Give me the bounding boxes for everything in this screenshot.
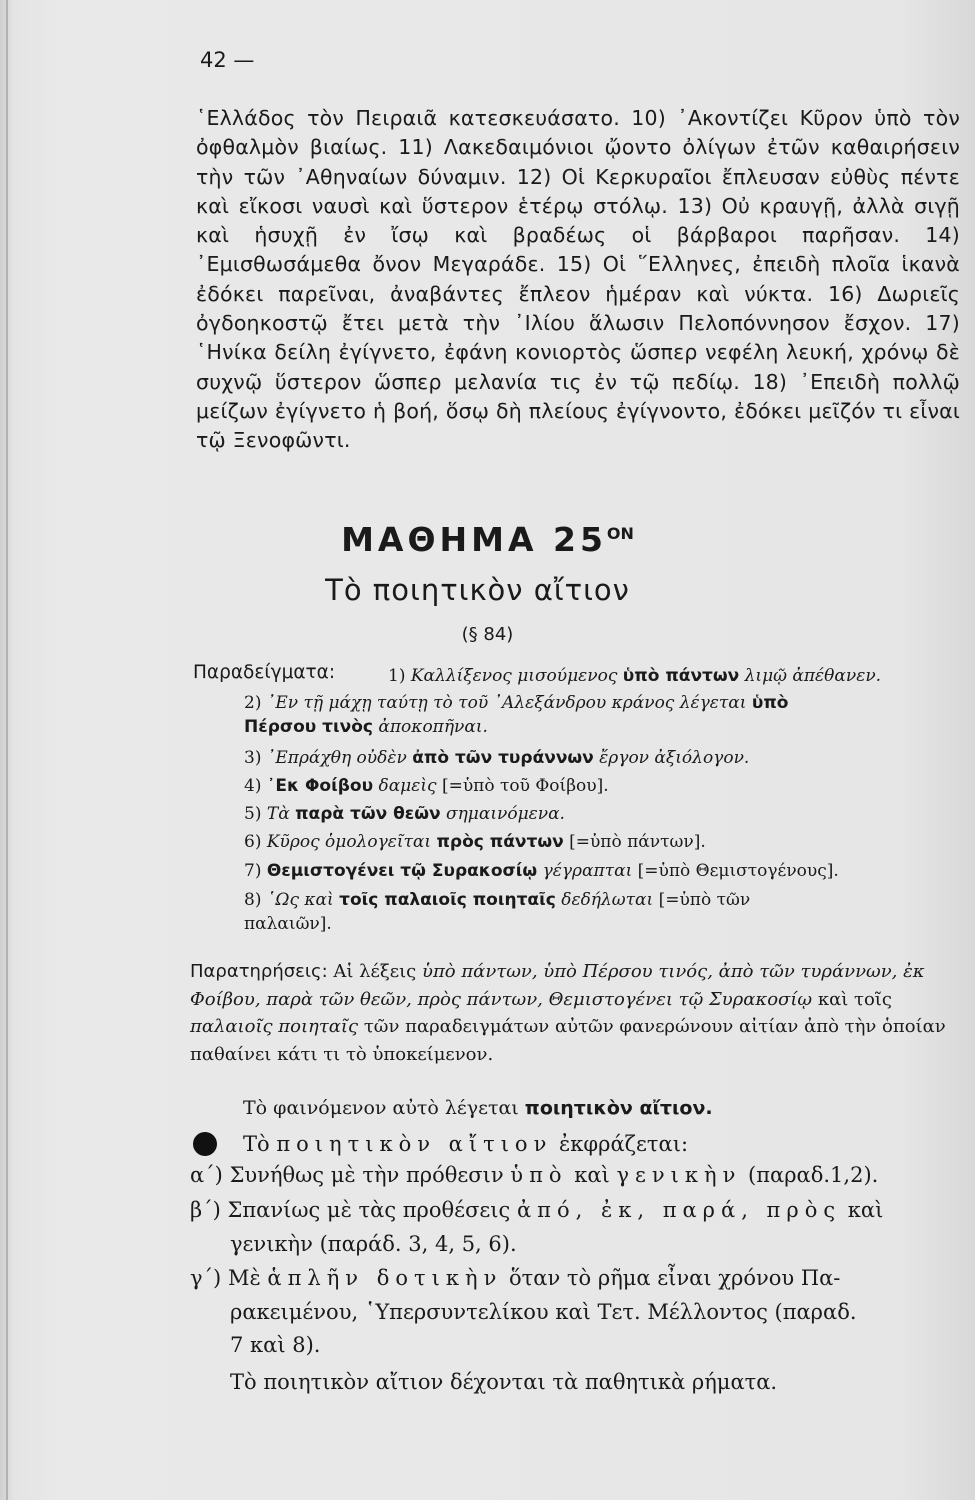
observations-paragraph: Παρατηρήσεις: Αἱ λέξεις ὑπὸ πάντων, ὑπὸ Πέρσου τινός, ἀπὸ τῶν τυράννων, ἐκ Φοίβου, παρὰ τῶν θεῶν, πρὸς πάντων, Θεμιστογένει τῷ Συρακοσίῳ καὶ τοῖς παλαιοῖς ποιηταῖς τῶν παραδειγμάτων αὐτῶν φανερώνουν αἰτίαν ἀπὸ τὴν ὁποίαν παθαίνει κάτι τι τὸ ὑποκείμενον. (190, 961, 946, 1065)
rule-c: γ΄) Μὲ ἁπλῆν δοτικὴν ὅταν τὸ ρῆμα εἶναι χρόνου Πα- (190, 1266, 841, 1290)
lesson-subtitle: Τὸ ποιητικὸν αἴτιον (325, 573, 630, 607)
example-5: 5) Τὰ παρὰ τῶν θεῶν σημαινόμενα. (244, 804, 565, 824)
rule-c-line3: 7 καὶ 8). (230, 1333, 321, 1357)
rule-a: α΄) Συνήθως μὲ τὴν πρόθεσιν ὑπὸ καὶ γενικὴν (παραδ.1,2). (190, 1163, 879, 1187)
rule-c-line2: ρακειμένου, ῾Υπερσυντελίκου καὶ Τετ. Μέλλοντος (παραδ. (230, 1300, 857, 1324)
example-4: 4) ᾿Εκ Φοίβου δαμεὶς [=ὑπὸ τοῦ Φοίβου]. (244, 776, 609, 796)
example-3: 3) ᾿Επράχθη οὐδὲν ἀπὸ τῶν τυράννων ἔργον ἀξιόλογον. (244, 748, 750, 768)
lesson-title-text: ΜΑΘΗΜΑ 25 (341, 520, 607, 559)
observations-label: Παρατηρήσεις: (190, 961, 328, 982)
example-2: 2) ᾿Εν τῇ μάχῃ ταύτῃ τὸ τοῦ ᾿Αλεξάνδρου κράνος λέγεται ὑπὸ Πέρσου τινὸς ἀποκοπῆναι. (244, 693, 789, 737)
example-7: 7) Θεμιστογένει τῷ Συρακοσίῳ γέγραπται [=ὑπὸ Θεμιστογένους]. (244, 861, 839, 881)
example-1: 1) Καλλίξενος μισούμενος ὑπὸ πάντων λιμῷ ἀπέθανεν. (388, 666, 882, 686)
page-edge (6, 0, 8, 1500)
phenomenon-line: Τὸ φαινόμενον αὐτὸ λέγεται ποιητικὸν αἴτιον. (243, 1097, 713, 1119)
expressed-line: Τὸ ποιητικὸν αἴτιον ἐκφράζεται: (243, 1132, 689, 1156)
rule-b: β΄) Σπανίως μὲ τὰς προθέσεις ἀπό, ἐκ, παρά, πρὸς καὶ (190, 1198, 884, 1222)
page-number: 42 — (200, 48, 255, 72)
intro-paragraph: ῾Ελλάδος τὸν Πειραιᾶ κατεσκευάσατο. 10) ᾿Ακοντίζει Κῦρον ὑπὸ τὸν ὀφθαλμὸν βιαίως. 11) Λακεδαιμόνιοι ᾤοντο ὀλίγων ἐτῶν καθαιρήσειν τὴν τῶν ᾿Αθηναίων δύναμιν. 12) Οἱ Κερκυραῖοι ἔπλευσαν εὐθὺς πέντε καὶ εἴκοσι ναυσὶ καὶ ὕστερον ἑτέρῳ στόλῳ. 13) Οὐ κραυγῇ, ἀλλὰ σιγῇ καὶ ἡσυχῇ ἐν ἴσῳ καὶ βραδέως οἱ βάρβαροι παρῆσαν. 14) ᾿Εμισθωσάμεθα ὄνον Μεγαράδε. 15) Οἱ ῞Ελληνες, ἐπειδὴ πλοῖα ἱκανὰ ἐδόκει παρεῖναι, ἀναβάντες ἔπλεον ἡμέραν καὶ νύκτα. 16) Δωριεῖς ὀγδοηκοστῷ ἔτει μετὰ τὴν ᾿Ιλίου ἅλωσιν Πελοπόννησον ἔσχον. 17) ῾Ηνίκα δείλη ἐγίγνετο, ἐφάνη κονιορτὸς ὥσπερ νεφέλη λευκή, χρόνῳ δὲ συχνῷ ὕστερον ὥσπερ μελανία τις ἐν τῷ πεδίῳ. 18) ᾿Επειδὴ πολλῷ μείζων ἐγίγνετο ἡ βοή, ὅσῳ δὴ πλείους ἐγίγνοντο, ἐδόκει μεῖζόν τι εἶναι τῷ Ξενοφῶντι. (196, 106, 960, 453)
section-ref: (§ 84) (461, 624, 514, 645)
bullet-icon (193, 1132, 217, 1156)
closing-line: Τὸ ποιητικὸν αἴτιον δέχονται τὰ παθητικὰ ρήματα. (230, 1370, 778, 1394)
rule-b-line2: γενικὴν (παράδ. 3, 4, 5, 6). (230, 1232, 517, 1256)
lesson-title (0, 520, 975, 559)
example-6: 6) Κῦρος ὁμολογεῖται πρὸς πάντων [=ὑπὸ πάντων]. (244, 832, 706, 852)
examples-label: Παραδείγματα: (193, 662, 336, 683)
example-8: 8) ῾Ως καὶ τοῖς παλαιοῖς ποιηταῖς δεδήλωται [=ὑπὸ τῶν παλαιῶν]. (244, 890, 751, 934)
lesson-title-sup: ΟΝ (606, 524, 634, 543)
